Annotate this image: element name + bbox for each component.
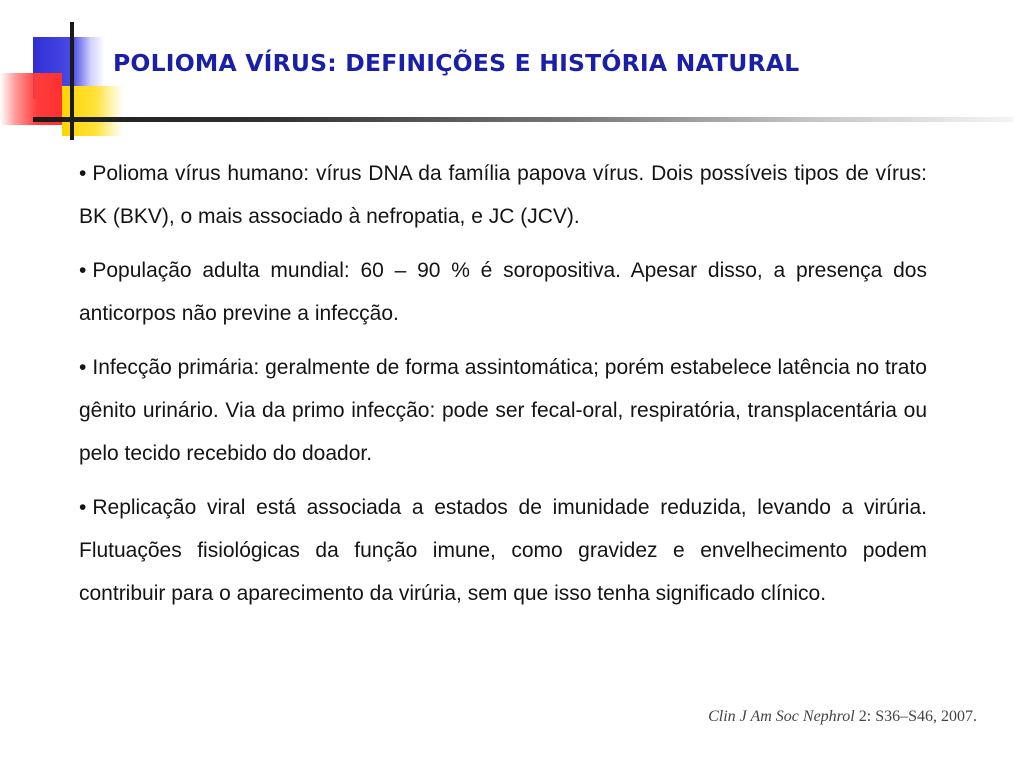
bullet-text: Replicação viral está associada a estados de imunidade reduzida, levando a virúria. Flutuações fisiológicas da função imune, como gravidez e envelhecimento podem contribuir para o aparecimento da virúria, sem que isso tenha significado clínico. bbox=[79, 496, 927, 605]
bullet-item-4 bbox=[79, 486, 927, 615]
bullet-marker: • bbox=[79, 496, 87, 519]
slide-title: POLIOMA VÍRUS: DEFINIÇÕES E HISTÓRIA NATURAL bbox=[113, 49, 800, 77]
title-underline-divider bbox=[33, 117, 1013, 122]
bullet-marker: • bbox=[79, 162, 87, 185]
bullet-marker: • bbox=[79, 356, 87, 379]
bullet-item-3 bbox=[79, 346, 927, 475]
bullet-text: População adulta mundial: 60 – 90 % é soropositiva. Apesar disso, a presença dos anticorpos não previne a infecção. bbox=[79, 259, 927, 325]
bullet-list bbox=[79, 152, 927, 626]
logo-vertical-line bbox=[70, 22, 74, 140]
citation bbox=[708, 708, 977, 726]
bullet-text: Polioma vírus humano: vírus DNA da família papova vírus. Dois possíveis tipos de vírus: BK (BKV), o mais associado à nefropatia, e JC (JCV). bbox=[79, 162, 927, 228]
citation-details: 2: S36–S46, 2007. bbox=[854, 708, 977, 725]
bullet-marker: • bbox=[79, 259, 87, 282]
bullet-item-1 bbox=[79, 152, 927, 238]
citation-journal: Clin J Am Soc Nephrol bbox=[708, 708, 855, 725]
bullet-text: Infecção primária: geralmente de forma assintomática; porém estabelece latência no trato gênito urinário. Via da primo infecção: pode ser fecal-oral, respiratória, transplacentária ou pelo tecido recebido do doador. bbox=[79, 356, 927, 465]
bullet-item-2 bbox=[79, 249, 927, 335]
